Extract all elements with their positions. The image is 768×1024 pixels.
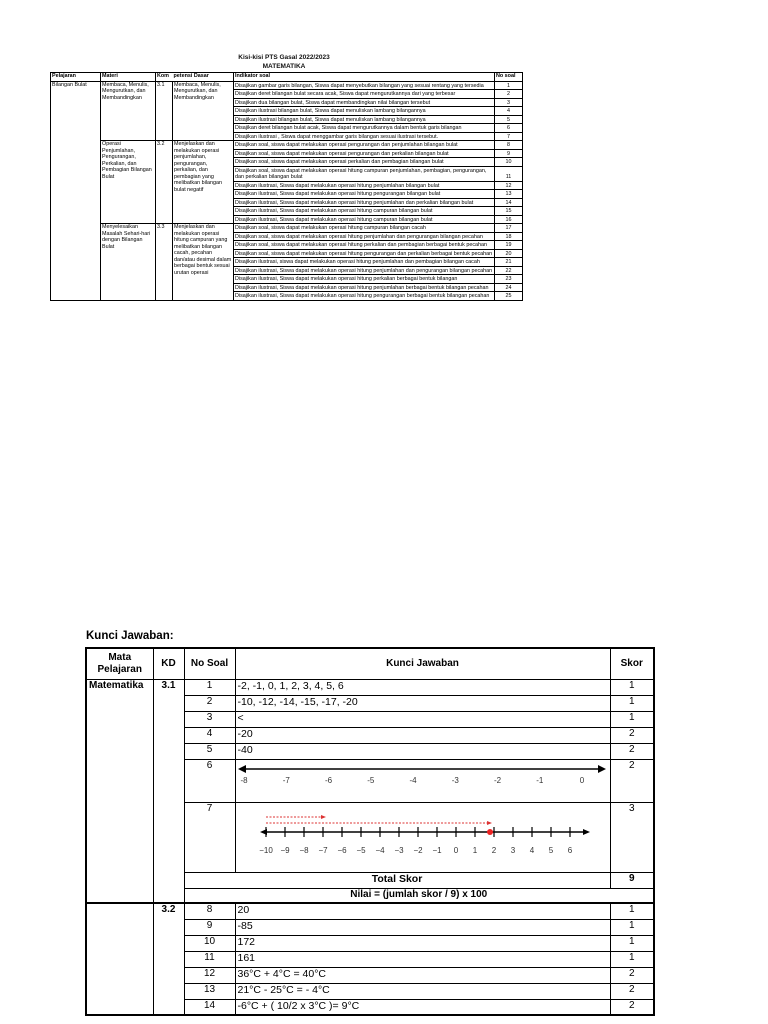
kisi-indikator: Disajikan ilustrasi, Siswa dapat melakukan operasi hitung perkalian berbagai bentuk bilangan	[234, 275, 495, 283]
no-soal: 13	[184, 983, 235, 999]
number-line-7-label: 0	[453, 845, 458, 855]
answer: -10, -12, -14, -15, -17, -20	[235, 695, 610, 711]
number-line-6-label: -7	[282, 775, 290, 785]
skor: 1	[610, 903, 654, 919]
no-soal: 12	[184, 967, 235, 983]
number-line-6-label: -5	[366, 775, 374, 785]
kisi-indikator: Disajikan ilustrasi, siswa dapat melakukan operasi hitung penjumlahan dan pembagian bilangan cacah	[234, 258, 495, 266]
header-mapel: Mata Pelajaran	[86, 648, 153, 679]
number-line-7-label: −2	[412, 845, 423, 855]
answer: -85	[235, 919, 610, 935]
kunci-heading: Kunci Jawaban:	[86, 630, 174, 642]
skor: 2	[610, 759, 654, 802]
number-line-7-label: −1	[431, 845, 442, 855]
kisi-no-soal: 16	[495, 215, 523, 223]
answer: 172	[235, 935, 610, 951]
kisi-indikator: Disajikan ilustrasi, Siswa dapat melakukan operasi hitung pengurangan berbagai bentuk bilangan pecahan	[234, 292, 495, 300]
answer: -2, -1, 0, 1, 2, 3, 4, 5, 6	[235, 679, 610, 695]
kisi-no-soal: 22	[495, 266, 523, 274]
kisi-kd-number: 3.1	[156, 82, 173, 141]
skor: 1	[610, 679, 654, 695]
kisi-no-soal: 3	[495, 98, 523, 106]
kisi-indikator: Disajikan ilustrasi, Siswa dapat melakukan operasi hitung campuran bilangan bulat	[234, 215, 495, 223]
header-skor: Skor	[610, 648, 654, 679]
header-kunci: Kunci Jawaban	[235, 648, 610, 679]
kisi-header: Pelajaran	[51, 73, 101, 82]
kisi-title: Kisi-kisi PTS Gasal 2022/2023	[238, 54, 330, 61]
number-line-7-label: −10	[258, 845, 273, 855]
kisi-no-soal: 21	[495, 258, 523, 266]
no-soal: 2	[184, 695, 235, 711]
kisi-no-soal: 18	[495, 232, 523, 240]
kisi-pelajaran: Bilangan Bulat	[51, 82, 101, 301]
number-line-6-label: -4	[408, 775, 417, 785]
answer: -20	[235, 727, 610, 743]
header-kd: KD	[153, 648, 184, 679]
answer: 161	[235, 951, 610, 967]
kisi-indikator: Disajikan soal, siswa dapat melakukan operasi perkalian dan pembagian bilangan bulat	[234, 158, 495, 166]
kisi-subtitle: MATEMATIKA	[262, 63, 306, 70]
skor: 1	[610, 695, 654, 711]
kisi-row	[51, 141, 523, 149]
answer: -6°C + ( 10/2 x 3°C )= 9°C	[235, 999, 610, 1015]
skor: 1	[610, 711, 654, 727]
mapel-cell: Matematika	[86, 679, 153, 903]
kunci-header-row	[86, 648, 654, 679]
no-soal: 4	[184, 727, 235, 743]
kd-cell: 3.2	[153, 903, 184, 1015]
kisi-no-soal: 10	[495, 158, 523, 166]
answer: -40	[235, 743, 610, 759]
nilai-formula: Nilai = (jumlah skor / 9) x 100	[184, 888, 654, 903]
kisi-no-soal: 17	[495, 224, 523, 232]
kisi-no-soal: 8	[495, 141, 523, 149]
kisi-no-soal: 15	[495, 207, 523, 215]
kisi-indikator: Disajikan soal, siswa dapat melakukan operasi hitung campuran bilangan cacah	[234, 224, 495, 232]
no-soal: 6	[184, 759, 235, 802]
kisi-indikator: Disajikan ilustrasi , Siswa dapat menggambar garis bilangan sesuai ilustrasi tersebut.	[234, 132, 495, 140]
number-line-7-label: 3	[510, 845, 515, 855]
kisi-kd-number: 3.3	[156, 224, 173, 300]
kisi-indikator: Disajikan ilustrasi, Siswa dapat melakukan operasi hitung penjumlahan berbagai bentuk bilangan pecahan	[234, 283, 495, 291]
kisi-indikator: Disajikan deret bilangan bulat secara acak, Siswa dapat mengurutkannya dari yang terbesar	[234, 90, 495, 98]
kisi-no-soal: 7	[495, 132, 523, 140]
number-line-7-label: 6	[567, 845, 572, 855]
kisi-materi: Operasi Penjumlahan, Pengurangan, Perkalian, dan Pembagian Bilangan Bulat	[101, 141, 156, 224]
kisi-indikator: Disajikan soal, siswa dapat melakukan operasi hitung campuran penjumlahan, pembagian, pengurangan, dan perkalian bilangan bulat	[234, 166, 495, 181]
total-skor-label: Total Skor	[184, 872, 610, 888]
kisi-no-soal: 12	[495, 181, 523, 189]
header-no-soal: No Soal	[184, 648, 235, 679]
no-soal: 11	[184, 951, 235, 967]
kisi-no-soal: 1	[495, 82, 523, 90]
kisi-table	[50, 72, 523, 301]
kisi-no-soal: 24	[495, 283, 523, 291]
kisi-header: No soal	[495, 73, 523, 82]
kisi-header: petensi Dasar	[173, 73, 234, 82]
number-line-7-label: −4	[374, 845, 385, 855]
number-line-7-label: 1	[472, 845, 477, 855]
number-line-6-cell	[235, 759, 610, 802]
kisi-indikator: Disajikan soal, siswa dapat melakukan operasi pengurangan dan perkalian bilangan bulat	[234, 149, 495, 157]
number-line-7-label: 5	[548, 845, 553, 855]
kisi-indikator: Disajikan ilustrasi, Siswa dapat melakukan operasi hitung pengurangan bilangan bulat	[234, 190, 495, 198]
number-line-7-label: 2	[491, 845, 496, 855]
kisi-indikator: Disajikan ilustrasi, Siswa dapat melakukan operasi hitung campuran bilangan bulat	[234, 207, 495, 215]
skor: 2	[610, 743, 654, 759]
number-line-6-label: -1	[535, 775, 543, 785]
kisi-no-soal: 9	[495, 149, 523, 157]
number-line-7-label: 4	[529, 845, 534, 855]
kisi-kd-text: Menjelaskan dan melakukan operasi hitung campuran yang melibatkan bilangan cacah, pecahan dan/atau desimal dalam berbagai bentuk sesuai urutan operasi	[173, 224, 234, 300]
no-soal: 10	[184, 935, 235, 951]
kunci-table	[85, 647, 655, 1016]
number-line-7-point	[487, 829, 493, 835]
skor: 2	[610, 967, 654, 983]
kisi-indikator: Disajikan soal, siswa dapat melakukan operasi pengurangan dan penjumlahan bilangan bulat	[234, 141, 495, 149]
skor: 1	[610, 935, 654, 951]
no-soal: 5	[184, 743, 235, 759]
number-line-6-label: -2	[493, 775, 501, 785]
kisi-kd-number: 3.2	[156, 141, 173, 224]
kisi-indikator: Disajikan deret bilangan bulat acak, Siswa dapat mengurutkannya dalam bentuk garis bilangan	[234, 124, 495, 132]
kisi-no-soal: 13	[495, 190, 523, 198]
kisi-materi: Membaca, Menulis, Mengurutkan, dan Membandingkan	[101, 82, 156, 141]
number-line-7	[236, 803, 608, 868]
skor: 1	[610, 951, 654, 967]
number-line-7-cell	[235, 802, 610, 872]
kisi-indikator: Disajikan dua bilangan bulat, Siswa dapat membandingkan nilai bilangan tersebut	[234, 98, 495, 106]
answer: <	[235, 711, 610, 727]
kisi-no-soal: 11	[495, 166, 523, 181]
kisi-no-soal: 4	[495, 107, 523, 115]
kisi-no-soal: 2	[495, 90, 523, 98]
kisi-row	[51, 82, 523, 90]
no-soal: 14	[184, 999, 235, 1015]
kisi-indikator: Disajikan soal, siswa dapat melakukan operasi hitung penjumlahan dan pengurangan bilangan pecahan	[234, 232, 495, 240]
number-line-6-label: 0	[579, 775, 584, 785]
skor: 1	[610, 919, 654, 935]
number-line-6-label: -3	[451, 775, 459, 785]
no-soal: 1	[184, 679, 235, 695]
kisi-indikator: Disajikan gambar garis bilangan, Siswa dapat menyebutkan bilangan yang sesuai rentang yang tersedia	[234, 82, 495, 90]
skor: 3	[610, 802, 654, 872]
kd-cell: 3.1	[153, 679, 184, 903]
no-soal: 3	[184, 711, 235, 727]
kisi-materi: Menyelesaikan Masalah Sehari-hari dengan Bilangan Bulat	[101, 224, 156, 300]
kisi-indikator: Disajikan ilustrasi, Siswa dapat melakukan operasi hitung penjumlahan dan pengurangan bilangan pecahan	[234, 266, 495, 274]
number-line-7-label: −7	[317, 845, 328, 855]
kisi-kd-text: Membaca, Menulis, Mengurutkan, dan Membandingkan	[173, 82, 234, 141]
kisi-indikator: Disajikan soal, siswa dapat melakukan operasi hitung pengurangan dan perkalian berbagai bentuk pecahan	[234, 249, 495, 257]
number-line-6-label: -6	[324, 775, 332, 785]
number-line-7-label: −5	[355, 845, 366, 855]
number-line-6-label: -8	[239, 775, 248, 785]
kisi-no-soal: 23	[495, 275, 523, 283]
answer: 20	[235, 903, 610, 919]
no-soal: 8	[184, 903, 235, 919]
answer: 21°C - 25°C = - 4°C	[235, 983, 610, 999]
no-soal: 9	[184, 919, 235, 935]
skor: 2	[610, 727, 654, 743]
kisi-indikator: Disajikan ilustrasi, Siswa dapat melakukan operasi hitung penjumlahan bilangan bulat	[234, 181, 495, 189]
number-line-7-label: −3	[393, 845, 404, 855]
kisi-indikator: Disajikan ilustrasi bilangan bulat, Siswa dapat menuliskan lambang bilangannya	[234, 115, 495, 123]
kisi-indikator: Disajikan ilustrasi bilangan bulat, Siswa dapat menuliskan lambang bilangannya	[234, 107, 495, 115]
total-skor-value: 9	[610, 872, 654, 888]
mapel-cell-empty	[86, 903, 153, 1015]
kisi-indikator: Disajikan ilustrasi, Siswa dapat melakukan operasi hitung penjumlahan dan perkalian bilangan bulat	[234, 198, 495, 206]
kisi-kd-text: Menjelaskan dan melakukan operasi penjumlahan, pengurangan, perkalian, dan pembagian yang melibatkan bilangan bulat negatif	[173, 141, 234, 224]
no-soal: 7	[184, 802, 235, 872]
kisi-no-soal: 20	[495, 249, 523, 257]
kisi-row	[51, 224, 523, 232]
kisi-no-soal: 14	[495, 198, 523, 206]
kisi-no-soal: 25	[495, 292, 523, 300]
kisi-header: Kom	[156, 73, 173, 82]
kisi-header: Materi	[101, 73, 156, 82]
skor: 2	[610, 983, 654, 999]
number-line-7-label: −6	[336, 845, 347, 855]
kisi-header-row	[51, 73, 523, 82]
answer: 36°C + 4°C = 40°C	[235, 967, 610, 983]
skor: 2	[610, 999, 654, 1015]
kisi-no-soal: 19	[495, 241, 523, 249]
number-line-6	[236, 760, 608, 798]
kisi-no-soal: 6	[495, 124, 523, 132]
number-line-7-label: −8	[298, 845, 309, 855]
kisi-no-soal: 5	[495, 115, 523, 123]
kisi-header: Indikator soal	[234, 73, 495, 82]
number-line-7-label: −9	[279, 845, 290, 855]
kisi-indikator: Disajikan soal, siswa dapat melakukan operasi hitung perkalian dan pembagian berbagai bentuk pecahan	[234, 241, 495, 249]
